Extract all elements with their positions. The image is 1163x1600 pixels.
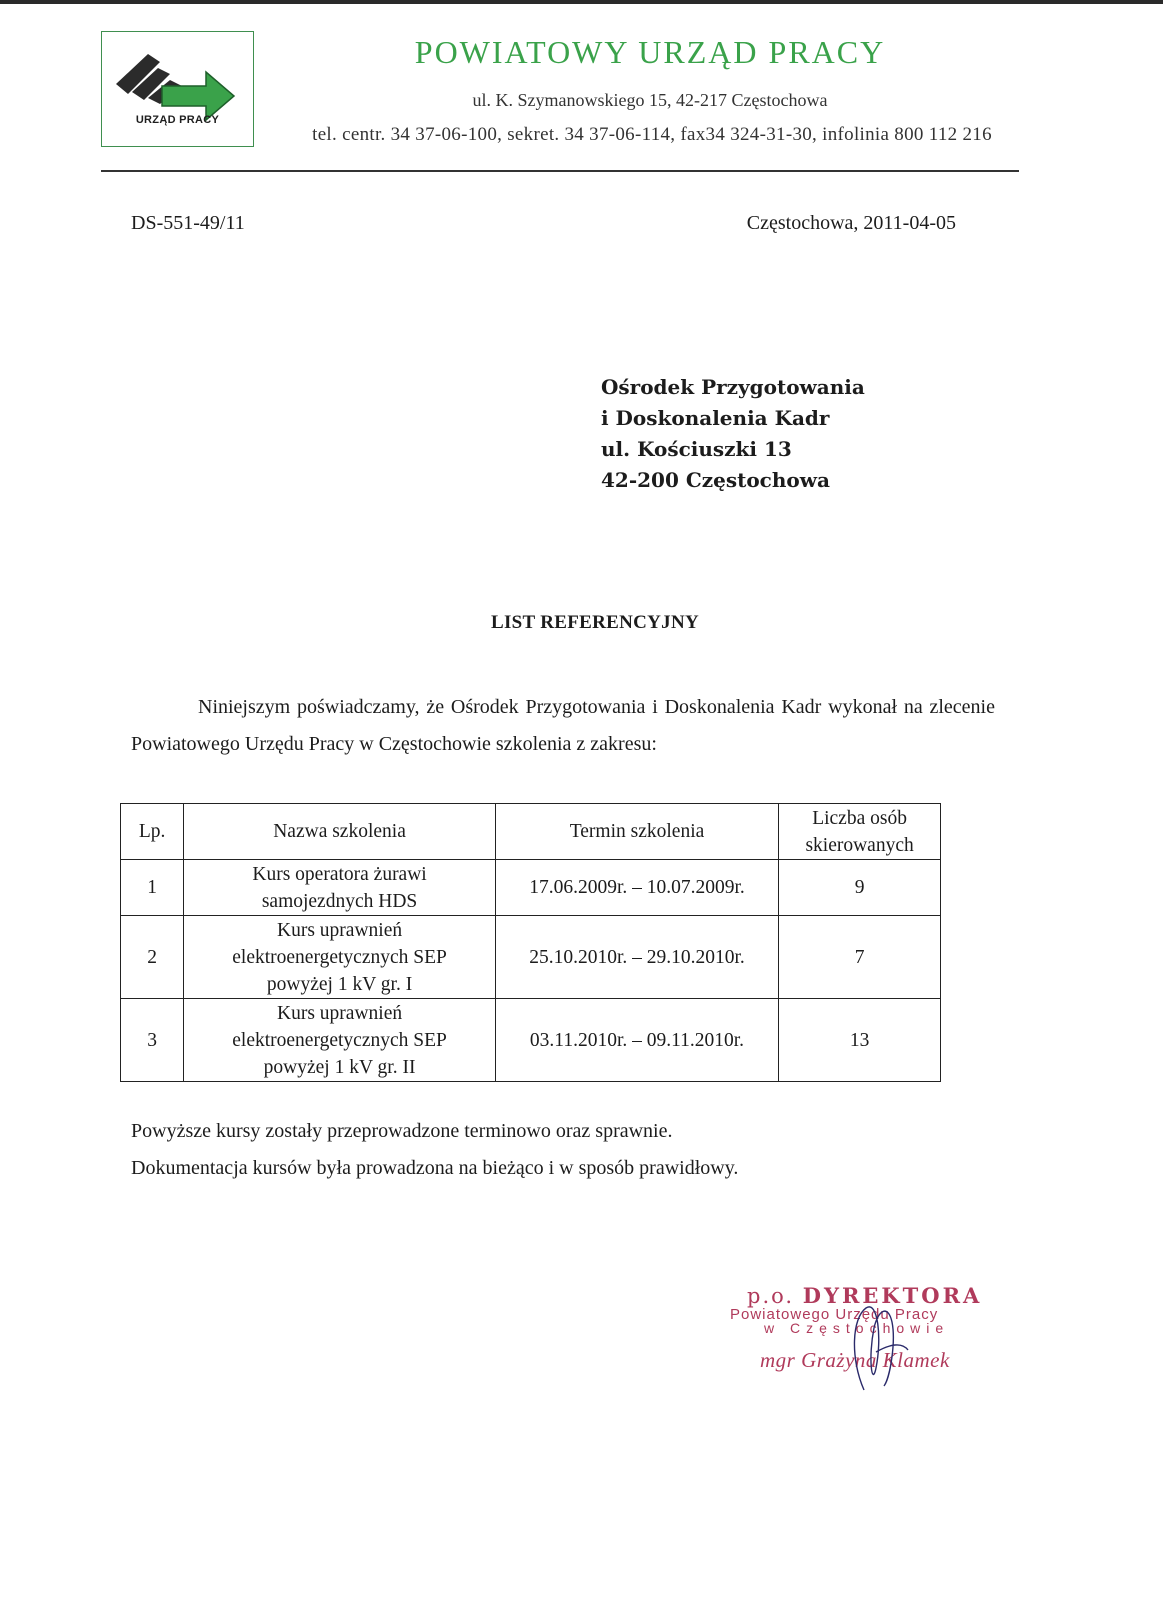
cell-name-line: Kurs uprawnień <box>277 1002 403 1024</box>
reference-number: DS-551-49/11 <box>131 212 245 234</box>
stamp-office: Powiatowego Urzędu Pracy <box>730 1306 939 1323</box>
cell-count: 7 <box>779 916 941 999</box>
recipient-line: Ośrodek Przygotowania <box>601 375 865 399</box>
table-row <box>121 999 941 1082</box>
column-header-term: Termin szkolenia <box>495 804 778 860</box>
cell-name <box>184 999 496 1082</box>
stamp-prefix: p.o. <box>747 1284 795 1308</box>
intro-text: Niniejszym poświadczamy, że Ośrodek Przygotowania i Doskonalenia Kadr wykonał na zlecenie Powiatowego Urzędu Pracy w Częstochowie szkolenia z zakresu: <box>131 696 995 755</box>
logo-text: URZĄD PRACY <box>135 114 220 126</box>
cell-name-line: powyżej 1 kV gr. II <box>263 1056 416 1078</box>
stamp-signatory: mgr Grażyna Klamek <box>760 1348 950 1372</box>
cell-count: 13 <box>779 999 941 1082</box>
cell-term: 03.11.2010r. – 09.11.2010r. <box>495 999 778 1082</box>
organization-contact: tel. centr. 34 37-06-100, sekret. 34 37-06-114, fax34 324-31-30, infolinia 800 112 216 <box>312 124 992 145</box>
closing-paragraph <box>131 1113 738 1187</box>
table-header-row <box>121 804 941 860</box>
cell-name-line: elektroenergetycznych SEP <box>232 946 447 968</box>
cell-name-line: samojezdnych HDS <box>261 890 418 912</box>
recipient-address <box>601 372 865 496</box>
closing-line: Powyższe kursy zostały przeprowadzone terminowo oraz sprawnie. <box>131 1120 673 1142</box>
column-header-count-line: Liczba osób <box>812 807 907 829</box>
column-header-count <box>779 804 941 860</box>
table-row <box>121 860 941 916</box>
cell-name-line: powyżej 1 kV gr. I <box>266 973 413 995</box>
cell-name <box>184 916 496 999</box>
training-table <box>120 803 941 1082</box>
column-header-name: Nazwa szkolenia <box>184 804 496 860</box>
cell-lp: 3 <box>121 999 184 1082</box>
place-and-date: Częstochowa, 2011-04-05 <box>746 212 956 234</box>
organization-name: POWIATOWY URZĄD PRACY <box>414 34 886 70</box>
cell-count: 9 <box>779 860 941 916</box>
stamp-city: w Częstochowie <box>764 1320 950 1336</box>
recipient-line: ul. Kościuszki 13 <box>601 437 792 461</box>
closing-line: Dokumentacja kursów była prowadzona na bieżąco i w sposób prawidłowy. <box>131 1157 739 1179</box>
page-top-edge <box>0 0 1163 4</box>
recipient-line: i Doskonalenia Kadr <box>601 406 830 430</box>
cell-term: 17.06.2009r. – 10.07.2009r. <box>495 860 778 916</box>
cell-name <box>184 860 496 916</box>
logo <box>101 31 254 147</box>
cell-lp: 2 <box>121 916 184 999</box>
cell-name-line: elektroenergetycznych SEP <box>232 1029 447 1051</box>
intro-paragraph <box>131 689 995 763</box>
table-row <box>121 916 941 999</box>
document-title: LIST REFERENCYJNY <box>491 612 699 633</box>
handwritten-signature <box>846 1298 916 1398</box>
recipient-line: 42-200 Częstochowa <box>601 468 830 492</box>
cell-term: 25.10.2010r. – 29.10.2010r. <box>495 916 778 999</box>
column-header-count-line: skierowanych <box>805 834 914 856</box>
organization-address: ul. K. Szymanowskiego 15, 42-217 Częstochowa <box>472 90 828 110</box>
column-header-lp: Lp. <box>121 804 184 860</box>
cell-lp: 1 <box>121 860 184 916</box>
cell-name-line: Kurs operatora żurawi <box>252 863 427 885</box>
stamp-role: DYREKTORA <box>802 1283 983 1308</box>
cell-name-line: Kurs uprawnień <box>277 919 403 941</box>
header-divider <box>101 170 1019 172</box>
